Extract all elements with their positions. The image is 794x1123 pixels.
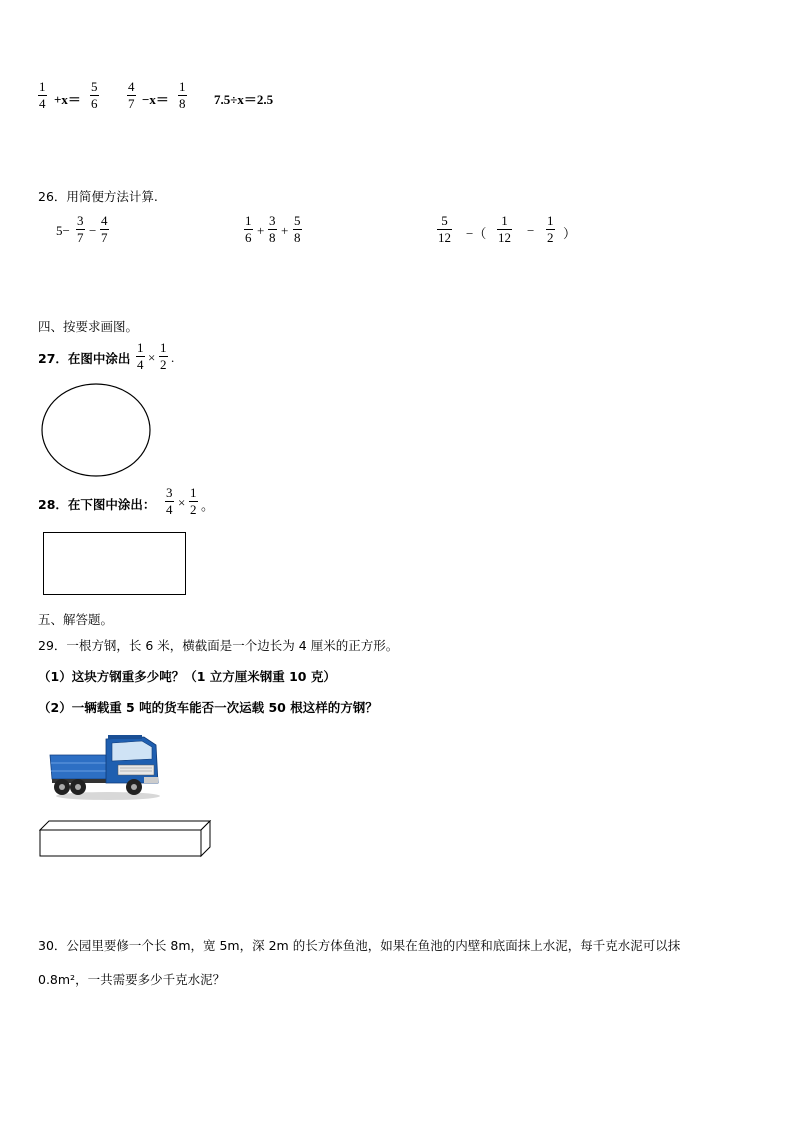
question-27-text: 27．在图中涂出: [38, 351, 131, 366]
fraction-1-8: 1 8: [179, 79, 186, 111]
fraction-5-6: 5 6: [91, 79, 98, 111]
question-26-title: 26．用简便方法计算.: [38, 189, 158, 204]
fraction-1-6: 1 6: [245, 213, 252, 245]
steel-bar-figure: [39, 820, 213, 858]
question-28-text: 28．在下图中涂出：: [38, 497, 156, 512]
question-30-line2: 0.8m²，一共需要多少千克水泥？: [38, 972, 226, 987]
question-29-part1: （1）这块方钢重多少吨？（1 立方厘米钢重 10 克）: [38, 669, 336, 684]
fraction-3-8: 3 8: [269, 213, 276, 245]
calc-operator: −（: [466, 226, 487, 241]
fraction-1-2: 1 2: [190, 485, 197, 517]
fraction-5-8: 5 8: [294, 213, 301, 245]
fraction-1-2: 1 2: [160, 340, 167, 372]
question-29-text: 29．一根方钢，长 6 米，横截面是一个边长为 4 厘米的正方形。: [38, 638, 399, 653]
calc-operator: +: [257, 223, 265, 238]
equation-3: 7.5÷x＝2.5: [214, 92, 274, 107]
fraction-5-12: 5 12: [438, 213, 451, 245]
times-sign: ×: [178, 495, 186, 510]
fraction-3-7: 3 7: [77, 213, 84, 245]
fraction-3-4: 3 4: [166, 485, 173, 517]
fraction-1-2: 1 2: [547, 213, 554, 245]
calc-operator: +: [281, 223, 289, 238]
question-30-line1: 30．公园里要修一个长 8m，宽 5m，深 2m 的长方体鱼池，如果在鱼池的内壁和底面抹上水泥，每千克水泥可以抹: [38, 938, 681, 953]
calc-operator: −: [527, 223, 535, 238]
truck-image: [48, 733, 162, 801]
section-5-title: 五、解答题。: [38, 612, 114, 627]
fraction-1-4: 1 4: [137, 340, 144, 372]
period: .: [171, 350, 175, 365]
calc-operator: −: [89, 223, 97, 238]
equation-operator: +x＝: [54, 92, 81, 107]
fraction-4-7: 4 7: [101, 213, 108, 245]
equation-operator: −x＝: [142, 92, 169, 107]
fraction-1-4: 1 4: [39, 79, 46, 111]
fraction-1-12: 1 12: [498, 213, 511, 245]
times-sign: ×: [148, 350, 156, 365]
rectangle-figure: [43, 532, 186, 595]
calc-close: ）: [563, 226, 577, 241]
calc-lead: 5−: [56, 223, 70, 238]
question-29-part2: （2）一辆载重 5 吨的货车能否一次运载 50 根这样的方钢？: [38, 700, 378, 715]
circle-figure: [38, 381, 154, 479]
fraction-4-7: 4 7: [128, 79, 135, 111]
period: 。: [201, 498, 215, 513]
section-4-title: 四、按要求画图。: [38, 319, 139, 334]
